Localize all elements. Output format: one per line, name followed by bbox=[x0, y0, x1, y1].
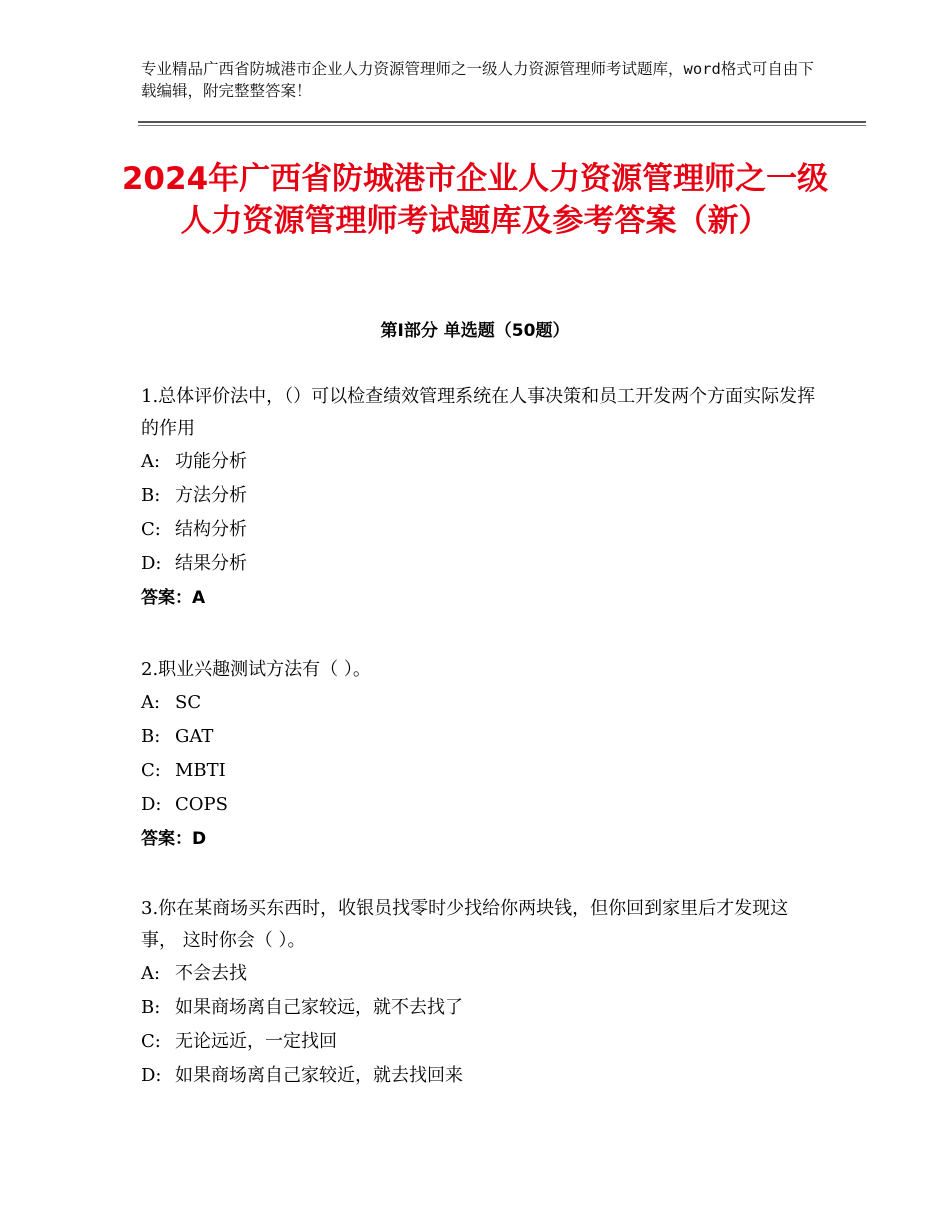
answer-prefix: 答案： bbox=[141, 588, 192, 608]
question-text: 3.你在某商场买东西时，收银员找零时少找给你两块钱，但你回到家里后才发现这事， 这时你会（ ）。 bbox=[141, 898, 789, 951]
option-label: D: bbox=[141, 794, 162, 815]
option-text: 方法分析 bbox=[175, 485, 247, 506]
question-1 bbox=[141, 381, 821, 615]
option-text: SC bbox=[175, 692, 202, 713]
answer-line bbox=[141, 822, 821, 856]
option-label: D: bbox=[141, 1065, 162, 1086]
option-label: C: bbox=[141, 519, 161, 540]
option-b bbox=[141, 991, 821, 1025]
option-text: 功能分析 bbox=[175, 451, 247, 472]
header-note: 专业精品广西省防城港市企业人力资源管理师之一级人力资源管理师考试题库，word格式可自由下载编辑，附完整整答案！ bbox=[141, 60, 814, 100]
option-label: A: bbox=[141, 451, 161, 472]
option-d bbox=[141, 788, 821, 822]
option-text: 不会去找 bbox=[175, 963, 247, 984]
option-c bbox=[141, 1025, 821, 1059]
document-title: 2024年广西省防城港市企业人力资源管理师之一级人力资源管理师考试题库及参考答案（新） bbox=[121, 161, 829, 239]
option-b bbox=[141, 720, 821, 754]
option-text: 结果分析 bbox=[175, 553, 247, 574]
answer-value: A bbox=[192, 588, 206, 608]
option-label: D: bbox=[141, 553, 162, 574]
section-title: 第Ⅰ部分 单选题（50题） bbox=[380, 321, 570, 341]
option-text: 结构分析 bbox=[175, 519, 247, 540]
answer-value: D bbox=[192, 829, 207, 849]
option-a bbox=[141, 686, 821, 720]
option-label: A: bbox=[141, 963, 161, 984]
option-text: GAT bbox=[175, 726, 214, 747]
option-label: B: bbox=[141, 997, 161, 1018]
option-c bbox=[141, 513, 821, 547]
option-label: C: bbox=[141, 1031, 161, 1052]
option-text: 如果商场离自己家较远，就不去找了 bbox=[175, 997, 463, 1018]
option-label: B: bbox=[141, 726, 161, 747]
option-text: COPS bbox=[175, 794, 228, 815]
header-rule-thick bbox=[138, 121, 866, 123]
question-3 bbox=[141, 893, 821, 1093]
answer-prefix: 答案： bbox=[141, 829, 192, 849]
option-label: A: bbox=[141, 692, 161, 713]
option-label: B: bbox=[141, 485, 161, 506]
question-2 bbox=[141, 654, 821, 856]
option-text: 如果商场离自己家较近，就去找回来 bbox=[175, 1065, 463, 1086]
option-a bbox=[141, 445, 821, 479]
option-text: 无论远近，一定找回 bbox=[175, 1031, 337, 1052]
option-d bbox=[141, 1059, 821, 1093]
question-text: 2.职业兴趣测试方法有（ ）。 bbox=[141, 659, 371, 680]
option-d bbox=[141, 547, 821, 581]
option-b bbox=[141, 479, 821, 513]
option-c bbox=[141, 754, 821, 788]
header-rule-thin bbox=[138, 125, 866, 126]
question-text: 1.总体评价法中，（）可以检查绩效管理系统在人事决策和员工开发两个方面实际发挥的作用 bbox=[141, 386, 816, 439]
option-label: C: bbox=[141, 760, 161, 781]
answer-line bbox=[141, 581, 821, 615]
option-a bbox=[141, 957, 821, 991]
option-text: MBTI bbox=[175, 760, 226, 781]
